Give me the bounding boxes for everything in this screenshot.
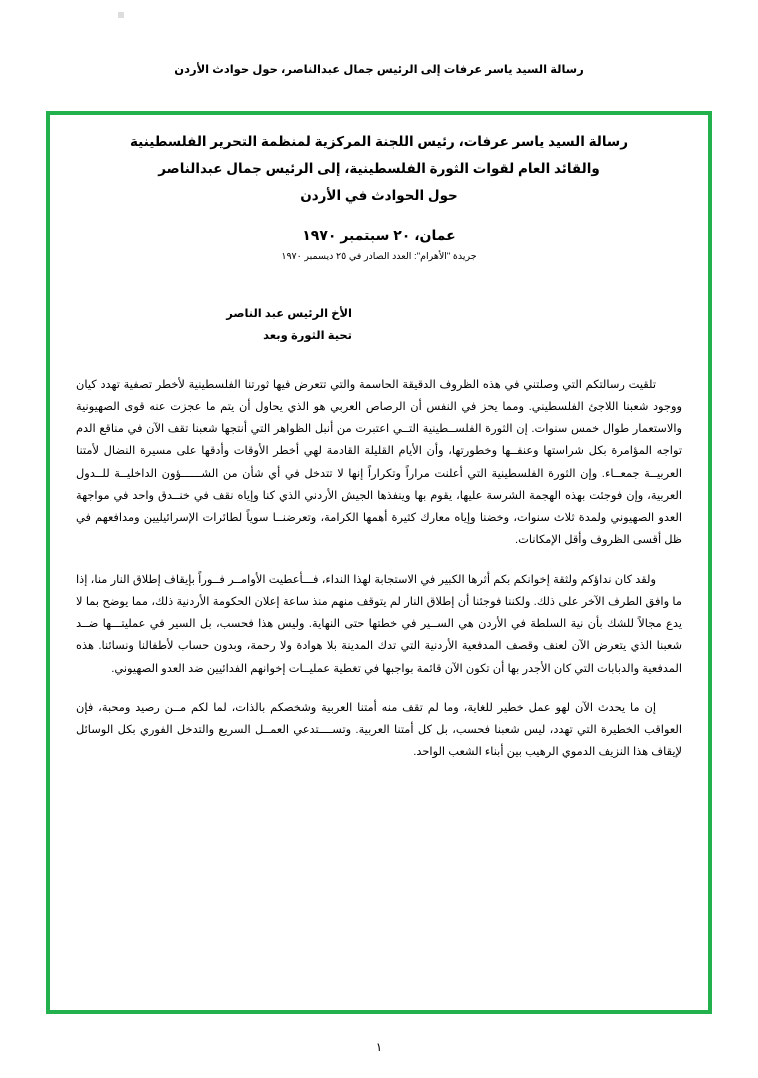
document-content: [76, 128, 682, 763]
salutation-line-1: الأخ الرئيس عبد الناصر: [226, 308, 352, 320]
page-number: ١: [375, 1040, 383, 1054]
corner-artifact-mark: [118, 12, 124, 18]
paragraph-3: إن ما يحدث الآن لهو عمل خطير للغاية، وما لم تقف منه أمتنا العربية وشخصكم بالذات، لما لكم مــن رصيد ومحبة، فإن العواقب الخطيرة التي تهدد، ليس شعبنا فحسب، بل كل أمتنا العربية. وتســــتدعي العمــل السريع والتدخل الفوري بكل الوسائل لإيقاف هذا النزيف الدموي الرهيب بين أبناء الشعب الواحد.: [76, 701, 682, 759]
title-line-2: والقائد العام لقوات الثورة الفلسطينية، إلى الرئيس جمال عبدالناصر: [158, 161, 600, 176]
letter-body: [76, 374, 682, 764]
source-citation: جريدة "الأهرام": العدد الصادر في ٢٥ ديسمبر ١٩٧٠: [281, 251, 477, 262]
title-line-3: حول الحوادث في الأردن: [300, 188, 458, 203]
title-line-1: رسالة السيد ياسر عرفات، رئيس اللجنة المركزية لمنظمة التحرير الفلسطينية: [130, 134, 628, 149]
salutation-line-2: تحية الثورة وبعد: [263, 329, 352, 342]
paragraph-2: ولقد كان نداؤكم ولثقة إخوانكم بكم أثرها الكبير في الاستجابة لهذا النداء، فـــأعطيت الأوامــر فــوراً بإيقاف إطلاق النار منا، إذا ما وافق الطرف الآخر على ذلك. ولكننا فوجئنا أن إطلاق النار لم يتوقف منهم منذ ساعة إعلان الحكومة الأردنية ذلك، مما يوضح بما لا يدع مجالاً للشك بأن نية السلطة في الأردن هي الســير في خطتها حتى النهاية. وليس هذا فحسب، بل السير في عمليتـــها ضــد شعبنا الذي يتعرض الآن لعنف وقصف المدفعية الأردنية التي تدك المدينة بلا هوادة ولا رحمة، وبدون حساب لأطفالنا ونسائنا. هذه المدفعية والدبابات التي كان الأجدر بها أن تكون الآن قائمة بواجبها في تغطية عمليــات إخوانهم الفدائيين ضد العدو الصهيوني.: [76, 573, 682, 675]
document-title: [76, 128, 682, 209]
salutation-block: [76, 304, 682, 348]
paragraph-1: تلقيت رسالتكم التي وصلتني في هذه الظروف الدقيقة الحاسمة والتي تتعرض فيها ثورتنا الفلسطينية لأخطر تصفية تهدد كيان ووجود شعبنا اللاجئ الفلسطيني. ومما يحز في النفس أن الرصاص العربي هو الذي يحاول أن يتم ما عجزت عنه قوى الصهيونية والاستعمار طوال خمس سنوات. إن الثورة الفلســطينية التــي اعتبرت من أنبل الظواهر التي أنتجها شعبنا تقف الآن في مناقع الدم تواجه المؤامرة بكل شراستها وعنفــها وخطورتها، وأن الأيام القليلة القادمة لهي أخطر الأوقات وأدقها على مسيرة النضال لأمتنا العربيــة جمعــاء. وإن الثورة الفلسطينية التي أعلنت مراراً وتكراراً إنها لا تتدخل في أي شأن من الشــــــؤون الداخليــة للــدول العربية، وإن فوجئت بهذه الهجمة الشرسة عليها، يقوم بها وينفذها الجيش الأردني الذي كنا وإياه نقف في خنــدق واحد في مواجهة العدو الصهيوني ولمدة ثلاث سنوات، وخضنا وإياه معارك كثيرة أهمها الكرامة، وتعرضنــا سوياً لطائرات الإسرائيليين ومدافعهم في ظل أقسى الظروف وأقل الإمكانات.: [76, 378, 682, 547]
running-header: رسالة السيد ياسر عرفات إلى الرئيس جمال عبدالناصر، حول حوادث الأردن: [174, 64, 584, 76]
dateline: عمان، ٢٠ سبتمبر ١٩٧٠: [302, 227, 456, 243]
